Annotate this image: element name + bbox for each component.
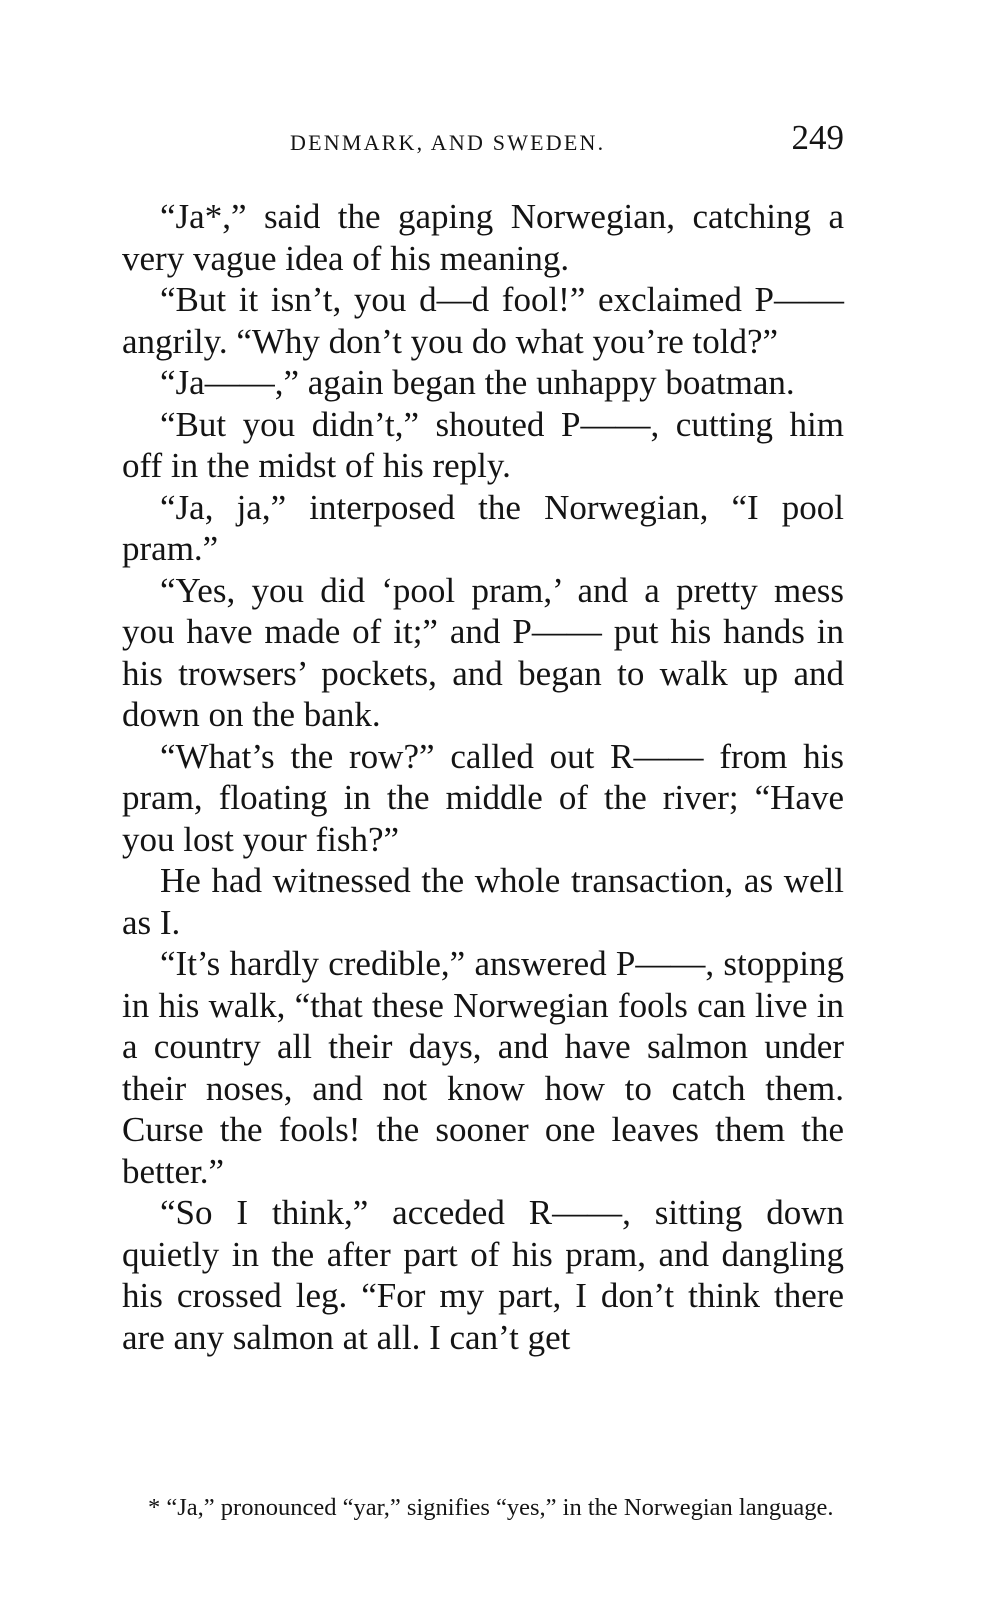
paragraph: “Yes, you did ‘pool pram,’ and a pretty mess you have made of it;” and P—— put his hands in his trowsers’ pockets, and began to walk up and down on the bank.: [122, 570, 844, 734]
page-number: 249: [791, 118, 844, 157]
paragraph: “It’s hardly credible,” answered P——, stopping in his walk, “that these Norwegian fools can live in a country all their days, and have salmon under their noses, and not know how to catch them. Curse the fools! the sooner one leaves them the better.”: [122, 944, 844, 1191]
running-title: DENMARK, AND SWEDEN.: [290, 130, 606, 155]
paragraph: “Ja*,” said the gaping Norwegian, catching a very vague idea of his meaning.: [122, 197, 844, 278]
paragraph: “But it isn’t, you d—d fool!” exclaimed P—— angrily. “Why don’t you do what you’re told?”: [122, 280, 844, 361]
paragraph: “But you didn’t,” shouted P——, cutting him off in the midst of his reply.: [122, 404, 844, 485]
body-text: [122, 196, 844, 1358]
paragraph: “So I think,” acceded R——, sitting down quietly in the after part of his pram, and dangling his crossed leg. “For my part, I don’t think there are any salmon at all. I can’t get: [122, 1193, 844, 1357]
page-header: [122, 118, 844, 164]
paragraph: He had witnessed the whole transaction, as well as I.: [122, 861, 844, 942]
footnote: * “Ja,” pronounced “yar,” signifies “yes,” in the Norwegian language.: [148, 1494, 834, 1521]
paragraph: “What’s the row?” called out R—— from his pram, floating in the middle of the river; “Have you lost your fish?”: [122, 736, 844, 859]
paragraph: “Ja, ja,” interposed the Norwegian, “I pool pram.”: [122, 487, 844, 568]
paragraph: “Ja——,” again began the unhappy boatman.: [160, 363, 795, 402]
